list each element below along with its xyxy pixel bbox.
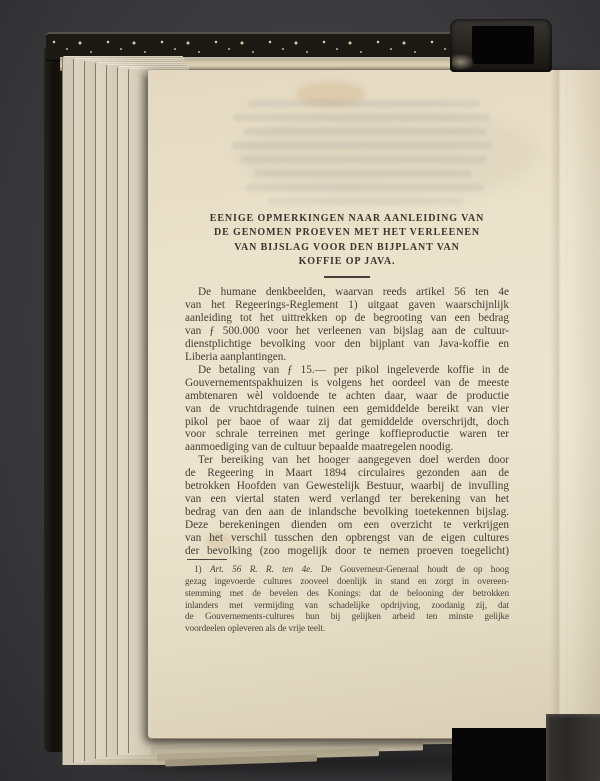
text-line: De betaling van ƒ 15.— per pikol ingeleverde koffie in de [198,363,509,376]
article-title [185,212,509,278]
footnote-text: De Gouverneur-Generaal houdt de op hoog [320,565,509,575]
text-line: De humane denkbeelden, waarvan reeds artikel 56 ten 4e [198,286,509,298]
main-page [148,70,600,739]
text-line: van de vruchtdragende tuinen een gemiddelde bereikt van vier [185,402,509,415]
footnote-reference: Art. 56 R. R. ten 4e. [209,565,313,575]
title-line: DE GENOMEN PROEVEN MET HET VERLEENEN [213,227,481,239]
book-cover-right-edge [546,714,600,781]
title-line: VAN BIJSLAG VOOR DEN BIJPLANT VAN [234,241,460,253]
text-line: van het verschil tusschen den opbrengst van de eigen cultures [185,532,509,545]
footnote-line: inlanders met vermijding van schadelijke opdrijving, zoodanig zij, dat [185,600,509,611]
text-line: aanmoediging van de cultuur bepaalde maatregelen noodig. [185,441,454,454]
text-line: bedrag van den aan de inlandsche bevolking toetekennen bijslag. [185,506,509,519]
text-line: dienstplichtige bevolking voor den bijplant van Java-koffie en [185,337,509,350]
show-through-smudge [246,184,484,191]
text-line: ambtenaren wèl voldoende te achten daar, waar de productie [185,389,509,402]
footnote-line: gezag ingevoerde cultures zooveel doenlijk in stand en zorgt in overeen- [185,576,509,587]
paragraph [185,454,509,558]
show-through-smudge [244,128,486,135]
text-line: pikol per baoe of waar zij dat gemiddelde overschrijdt, doch [185,415,509,428]
title-line: EENIGE OPMERKINGEN NAAR AANLEIDING VAN [209,213,485,224]
text-line: der bevolking (zoo mogelijk door te nemen proeven toegelicht) [185,545,509,558]
text-line: Liberia aanplantingen. [185,350,287,363]
spine-headcap-fray [452,54,474,70]
title-line: KOFFIE OP JAVA. [298,255,396,267]
spine-headcap-worn [450,19,552,72]
text-line: van ƒ 500.000 voor het verleenen van bijslag aan de cultuur- [185,324,509,337]
footnote [185,559,509,636]
page-gutter-crease [550,70,568,738]
page-right-curl-shading [568,70,600,738]
text-line: Deze berekeningen dienden om een overzicht te verkrijgen [185,519,509,532]
paragraph [185,286,509,364]
text-line: aanleiding tot het uittrekken op de begrooting van een bedrag [185,311,509,324]
show-through-smudge [232,142,492,149]
footnote-line: voordeelen opleveren als de vrije teelt. [185,624,326,635]
show-through-smudge [234,114,490,121]
footnote-line: stemming met de bevelen des Konings: dat de belooning der betrokken [185,588,509,599]
text-line: Gouvernementspakhuizen is volgens het oordeel van de meeste [185,376,509,389]
spine-headcap-hole [472,26,534,64]
spine-gap-shadow [452,728,548,781]
footnote-divider-rule [187,559,227,560]
paragraph [185,364,509,455]
show-through-smudge [254,170,472,177]
text-line: voor schrale terreinen met geringe koffieproductie waren ter [185,428,509,441]
show-through-smudge [268,198,464,205]
footnote-line: de Gouvernements-cultures hun bij gelijken arbeid ten minste gelijke [185,612,509,623]
text-line: de Regeering in Maart 1894 circulaires gezonden aan de [185,467,509,480]
footnote-marker: 1) [194,565,202,575]
body-text [185,286,509,558]
text-line: van een viertal staten werd verlangd ter berekening van het [185,493,509,506]
show-through-smudge [248,100,480,107]
text-line: Ter bereiking van het hooger aangegeven doel werden door [198,454,509,467]
footnote-line [185,565,509,577]
text-line: van het Regeerings-Reglement 1) uitgaat gaven waarschijnlijk [185,298,509,311]
title-divider-rule [324,276,370,278]
show-through-smudge [240,156,487,163]
text-line: betrokken Hoofden van Gewestelijk Bestuur, waarbij de invulling [185,480,509,493]
